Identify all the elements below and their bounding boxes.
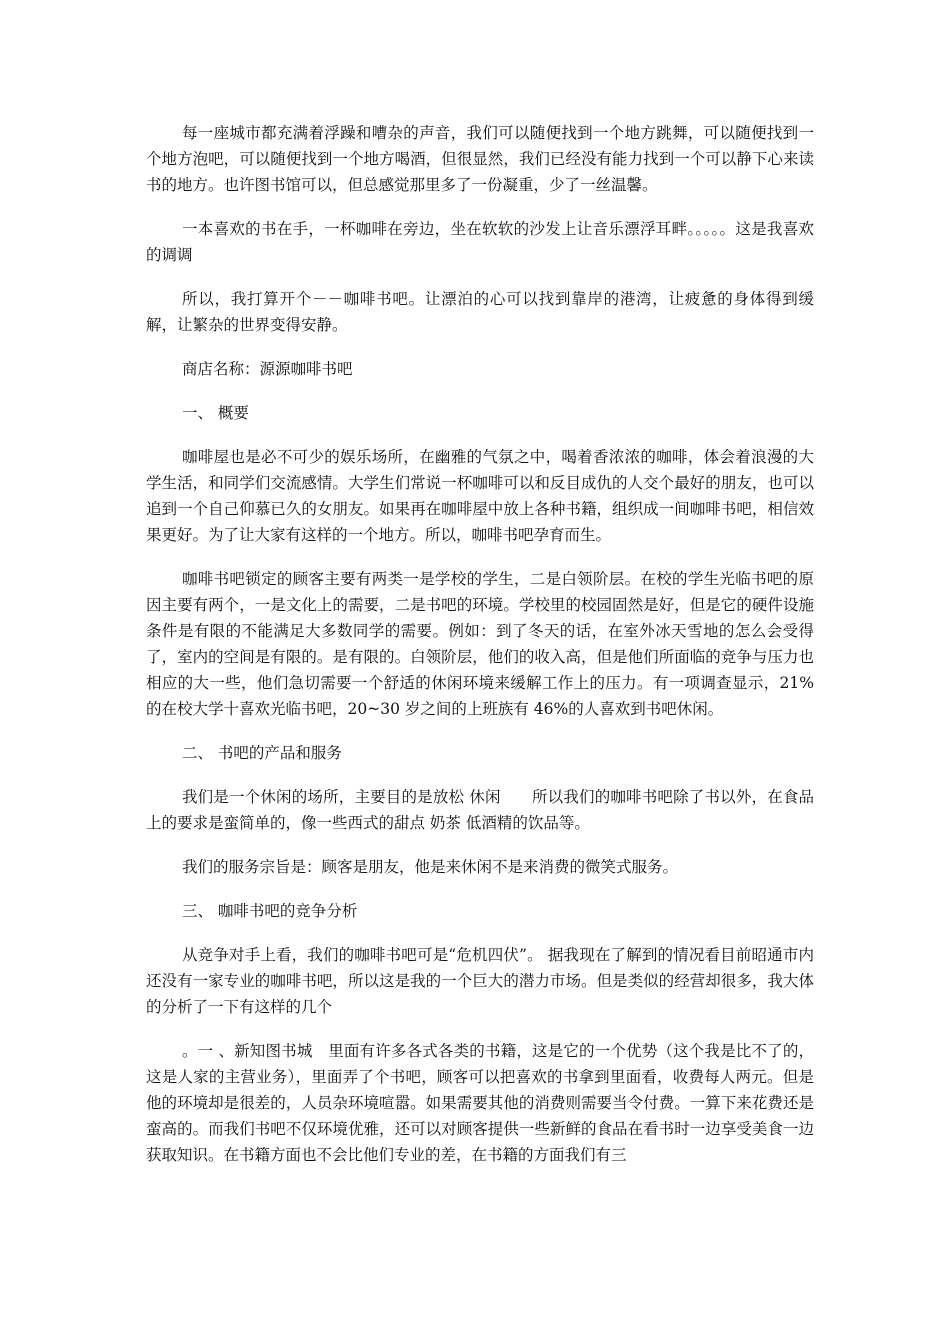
body-paragraph: 所以，我打算开个－－咖啡书吧。让漂泊的心可以找到靠岸的港湾，让疲惫的身体得到缓解，让繁杂的世界变得安静。 [146, 290, 814, 334]
section-heading: 一、 概要 [182, 404, 249, 422]
body-paragraph: 咖啡书吧锁定的顾客主要有两类一是学校的学生，二是白领阶层。在校的学生光临书吧的原因主要有两个，一是文化上的需要，二是书吧的环境。学校里的校园固然是好，但是它的硬件设施条件是有限的不能满足大多数同学的需要。例如：到了冬天的话，在室外冰天雪地的怎么会受得了，室内的空间是有限的。是有限的。白领阶层，他们的收入高，但是他们所面临的竞争与压力也相应的大一些，他们急切需要一个舒适的休闲环境来缓解工作上的压力。有一项调查显示，21%的在校大学十喜欢光临书吧，20~30 岁之间的上班族有 46%的人喜欢到书吧休闲。 [146, 570, 814, 718]
document-page [146, 120, 814, 1186]
body-paragraph: 我们是一个休闲的场所，主要目的是放松 休闲 所以我们的咖啡书吧除了书以外，在食品上的要求是蛮简单的，像一些西式的甜点 奶茶 低酒精的饮品等。 [146, 788, 814, 832]
body-paragraph: 从竞争对手上看，我们的咖啡书吧可是“危机四伏”。 据我现在了解到的情况看目前昭通市内还没有一家专业的咖啡书吧，所以这是我的一个巨大的潜力市场。但是类似的经营却很多，我大体的分析了一下有这样的几个 [146, 946, 814, 1016]
section-heading: 商店名称：源源咖啡书吧 [182, 360, 353, 378]
section-heading: 二、 书吧的产品和服务 [182, 744, 342, 762]
body-paragraph: 。一 、新知图书城 里面有许多各式各类的书籍，这是它的一个优势（这个我是比不了的，这是人家的主营业务），里面弄了个书吧，顾客可以把喜欢的书拿到里面看，收费每人两元。但是他的环境却是很差的，人员杂环境喧嚣。如果需要其他的消费则需要当令付费。一算下来花费还是蛮高的。而我们书吧不仅环境优雅，还可以对顾客提供一些新鲜的食品在看书时一边享受美食一边获取知识。在书籍方面也不会比他们专业的差，在书籍的方面我们有三 [146, 1042, 814, 1164]
body-paragraph: 每一座城市都充满着浮躁和嘈杂的声音，我们可以随便找到一个地方跳舞，可以随便找到一个地方泡吧，可以随便找到一个地方喝酒，但很显然，我们已经没有能力找到一个可以静下心来读书的地方。也许图书馆可以，但总感觉那里多了一份凝重，少了一丝温馨。 [146, 124, 814, 194]
body-paragraph: 一本喜欢的书在手，一杯咖啡在旁边，坐在软软的沙发上让音乐漂浮耳畔。。。。。这是我喜欢的调调 [146, 220, 814, 264]
section-heading: 三、 咖啡书吧的竞争分析 [182, 902, 358, 920]
body-paragraph: 咖啡屋也是必不可少的娱乐场所，在幽雅的气氛之中，喝着香浓浓的咖啡，体会着浪漫的大学生活，和同学们交流感情。大学生们常说一杯咖啡可以和反目成仇的人交个最好的朋友，也可以追到一个自己仰慕已久的女朋友。如果再在咖啡屋中放上各种书籍，组织成一间咖啡书吧，相信效果更好。为了让大家有这样的一个地方。所以，咖啡书吧孕育而生。 [146, 448, 814, 544]
section-heading: 我们的服务宗旨是：顾客是朋友，他是来休闲不是来消费的微笑式服务。 [182, 858, 679, 876]
